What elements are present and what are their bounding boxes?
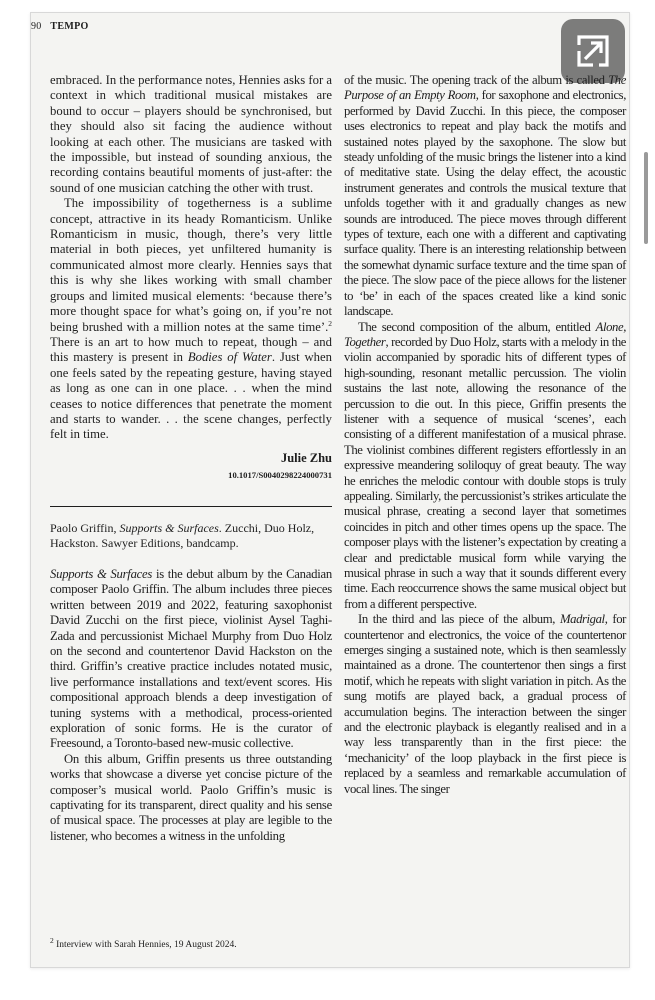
review-doi[interactable]: 10.1017/S0040298224000731: [228, 470, 332, 481]
paragraph-text: of the music. The opening track of the album is called: [344, 73, 609, 87]
work-title: Madrigal: [559, 612, 605, 627]
album-title: Supports & Surfaces: [119, 520, 219, 535]
review-paragraph: [50, 196, 332, 443]
right-column: [344, 73, 626, 797]
album-title: Supports & Surfaces: [50, 566, 153, 581]
paragraph-text: , recorded by Duo Holz, starts with a melody in the violin accompanied by sporadic hits of different types of high-sounding, resonant metallic percussion. The violin sustains the last note, allowing the resonance of the percussion to die out. In this piece, Griffin presents the listener with a sequence of musical ‘scenes’, each consisting of a different manifestation of a musical phrase. The violinist combines different registers effortlessly in an expressive meandering soliloquy of great beauty. The way he enriches the melodic contour with double stops is truly appealing. Similarly, the percussionist’s strikes articulate the musical phrase, creating a second layer that sometimes coincides in pitch and other times opens up the space. The composer plays with the listener’s expectation by creating a clear and predictable musical form while varying the musical phrase in such a way that it sounds different every time. Each reoccurrence shows the same musical object but from a different perspective.: [344, 334, 626, 611]
review-paragraph: [344, 73, 626, 320]
left-column: [50, 73, 332, 844]
album-citation: [50, 521, 332, 551]
review-paragraph: embraced. In the performance notes, Hennies asks for a context in which traditional musical mistakes are bound to occur – players should be synchronised, but they should also sit facing the audience without looking at each other. The musicians are tasked with the impossible, but instead of sounding anxious, the recording contains beautiful moments of just-after: the sound of one musician catching the other with trust.: [50, 73, 332, 195]
footnote: [50, 935, 332, 950]
paragraph-text: . Just when one feels sated by the repeating gesture, having stayed as long as one can in one place. . . when the mind ceases to notice differences that penetrate the moment and starts to wander. . . the scene changes, perfectly felt in time.: [50, 350, 332, 442]
paragraph-text: , for saxophone and electronics, performed by David Zucchi. In this piece, the composer uses electronics to repeat and play back the motifs and sustained notes played by the saxophone. The slow but steady unfolding of the music brings the listener into a kind of meditative state. Using the delay effect, the acoustic instrument generates and controls the musical texture that unfolds together with it and gradually changes as new sounds are introduced. The piece moves through different types of texture, each one with a different and captivating surface quality. There is an interesting relationship between the somewhat dynamic surface texture and the time span of the piece. The slow pace of the piece allows for the listener to ‘be’ in each of the spaces created like a kind sonic landscape.: [344, 88, 626, 319]
review-paragraph: [344, 612, 626, 797]
footnote-ref[interactable]: 2: [328, 318, 332, 328]
footnote-text: Interview with Sarah Hennies, 19 August 2024.: [56, 940, 237, 950]
citation-text: . Zucchi, Duo Holz, Hackston. Sawyer Editions, bandcamp.: [50, 520, 315, 550]
expand-arrow-icon: [573, 31, 613, 71]
review-paragraph: [50, 567, 332, 752]
review-paragraph: [344, 320, 626, 613]
work-title: Alone, Together: [344, 319, 626, 349]
review-author: Julie Zhu: [280, 450, 332, 465]
paragraph-text: The second composition of the album, entitled: [358, 319, 596, 334]
paragraph-text: , for countertenor and electronics, the voice of the countertenor emerges singing a sustained note, which is then seamlessly maintained as a drone. The countertenor then sings a first motif, which he repeats with slight variation in pitch. As the sung motifs are played back, a gradual process of accumulation begins. The interaction between the singer and the electronic playback is elegantly realised and in a way less transparently than in the first piece: the ‘mechanicity’ of the loop playback in the first piece is replaced by a seamless and remarkable accumulation of vocal lines. The singer: [344, 612, 627, 796]
work-title: The Purpose of an Empty Room: [344, 73, 626, 103]
section-divider: [50, 506, 332, 507]
footnote-number: 2: [50, 935, 54, 945]
paragraph-text: In the third and las piece of the album,: [358, 612, 560, 627]
running-head: [31, 21, 89, 32]
journal-title: TEMPO: [50, 21, 89, 32]
citation-text: Paolo Griffin,: [50, 520, 120, 535]
paragraph-text: There is an art to how much to repeat, though – and this mastery is present in: [50, 334, 332, 365]
scrollbar-thumb[interactable]: [644, 152, 648, 244]
paragraph-text: The impossibility of togetherness is a sublime concept, attractive in its heady Romanticism. Unlike Romanticism in music, though, there’s very little material in both pieces, yet unfiltered humanity is communicated almost more clearly. Hennies says that this is why she likes working with small chamber groups and limited musical elements: ‘because there’s more thought space for what’s going on, if you’re not being brushed with a million notes at the same time’.: [50, 196, 332, 334]
review-paragraph: On this album, Griffin presents us three outstanding works that showcase a diverse yet concise picture of the composer’s musical world. Paolo Griffin’s music is captivating for its transparent, direct quality and his sense of musical space. The processes at play are legible to the listener, who becomes a witness in the unfolding: [50, 751, 332, 843]
work-title: Bodies of Water: [187, 350, 272, 365]
paragraph-text: is the debut album by the Canadian composer Paolo Griffin. The album includes three pieces written between 2019 and 2022, featuring saxophonist David Zucchi on the first piece, violinist Aysel Taghi-Zada and percussionist Michael Murphy from Duo Holz on the second and countertenor David Hackston on the third. Griffin’s creative practice includes notated music, live performance installations and text/event scores. His compositional approach blends a deep investigation of tuning systems with a methodical, process-oriented exploration of sonic forms. He is the curator of Freesound, a Toronto-based new-music collective.: [50, 566, 332, 751]
page-number: 90: [31, 21, 42, 32]
journal-page: [30, 12, 630, 968]
